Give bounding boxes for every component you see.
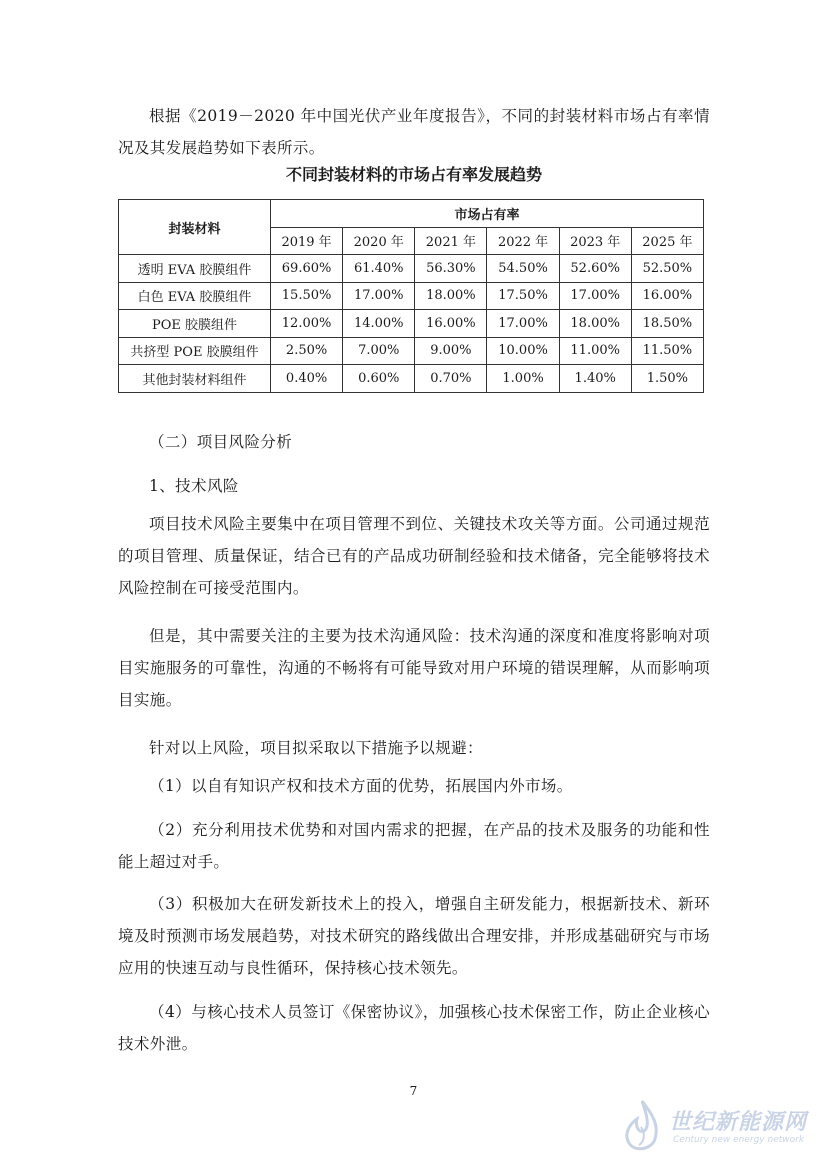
value-cell: 14.00% — [343, 310, 415, 338]
table-row — [119, 310, 704, 338]
year-header: 2020 年 — [343, 227, 415, 255]
table-row — [119, 282, 704, 310]
material-cell: 共挤型 POE 胶膜组件 — [119, 337, 271, 365]
value-cell: 9.00% — [415, 337, 487, 365]
value-cell: 54.50% — [487, 255, 559, 283]
value-cell: 17.00% — [343, 282, 415, 310]
value-cell: 0.70% — [415, 365, 487, 393]
year-header: 2023 年 — [559, 227, 631, 255]
value-cell: 12.00% — [271, 310, 343, 338]
table-title: 不同封装材料的市场占有率发展趋势 — [285, 165, 542, 184]
value-cell: 15.50% — [271, 282, 343, 310]
value-cell: 52.60% — [559, 255, 631, 283]
value-cell: 11.00% — [559, 337, 631, 365]
table-row — [119, 255, 704, 283]
value-cell: 69.60% — [271, 255, 343, 283]
value-cell: 11.50% — [631, 337, 703, 365]
measure-item: （2）充分利用技术优势和对国内需求的把握，在产品的技术及服务的功能和性能上超过对手。 — [118, 821, 710, 871]
year-header: 2022 年 — [487, 227, 559, 255]
value-cell: 18.00% — [559, 310, 631, 338]
watermark-subtitle: Century new energy network — [673, 1135, 805, 1145]
value-cell: 1.50% — [631, 365, 703, 393]
table-row — [119, 365, 704, 393]
subsection-heading: 1、技术风险 — [149, 477, 239, 495]
value-cell: 18.50% — [631, 310, 703, 338]
paragraph-communication-risk: 但是，其中需要关注的主要为技术沟通风险：技术沟通的深度和准度将影响对项目实施服务的可靠性，沟通的不畅将有可能导致对用户环境的错误理解，从而影响项目实施。 — [118, 627, 710, 709]
value-cell: 16.00% — [415, 310, 487, 338]
value-cell: 1.40% — [559, 365, 631, 393]
measure-item: （3）积极加大在研发新技术上的投入，增强自主研发能力，根据新技术、新环境及时预测市场发展趋势，对技术研究的路线做出合理安排，并形成基础研究与市场应用的快速互动与良性循环，保持核心技术领先。 — [118, 895, 710, 977]
measure-item: （1）以自有知识产权和技术方面的优势，拓展国内外市场。 — [149, 777, 573, 795]
value-cell: 18.00% — [415, 282, 487, 310]
share-header: 市场占有率 — [271, 200, 704, 228]
value-cell: 17.00% — [559, 282, 631, 310]
value-cell: 10.00% — [487, 337, 559, 365]
material-cell: POE 胶膜组件 — [119, 310, 271, 338]
material-cell: 白色 EVA 胶膜组件 — [119, 282, 271, 310]
market-share-table — [118, 199, 704, 393]
year-header: 2019 年 — [271, 227, 343, 255]
value-cell: 17.00% — [487, 310, 559, 338]
flame-logo-icon — [617, 1097, 667, 1157]
section-heading: （二）项目风险分析 — [149, 433, 293, 451]
watermark-title: 世纪新能源网 — [669, 1110, 808, 1135]
table-header-row — [119, 200, 704, 228]
watermark — [617, 1097, 817, 1161]
measure-item: （4）与核心技术人员签订《保密协议》，加强核心技术保密工作，防止企业核心技术外泄。 — [118, 1003, 710, 1053]
value-cell: 2.50% — [271, 337, 343, 365]
year-header: 2025 年 — [631, 227, 703, 255]
year-header: 2021 年 — [415, 227, 487, 255]
page-number: 7 — [409, 1084, 418, 1098]
value-cell: 52.50% — [631, 255, 703, 283]
value-cell: 16.00% — [631, 282, 703, 310]
paragraph-tech-risk: 项目技术风险主要集中在项目管理不到位、关键技术攻关等方面。公司通过规范的项目管理、质量保证，结合已有的产品成功研制经验和技术储备，完全能够将技术风险控制在可接受范围内。 — [118, 515, 710, 597]
value-cell: 0.60% — [343, 365, 415, 393]
value-cell: 56.30% — [415, 255, 487, 283]
value-cell: 0.40% — [271, 365, 343, 393]
value-cell: 1.00% — [487, 365, 559, 393]
paragraph-measures-intro: 针对以上风险，项目拟采取以下措施予以规避： — [149, 739, 483, 757]
table-row — [119, 337, 704, 365]
value-cell: 17.50% — [487, 282, 559, 310]
value-cell: 7.00% — [343, 337, 415, 365]
value-cell: 61.40% — [343, 255, 415, 283]
intro-paragraph: 根据《2019－2020 年中国光伏产业年度报告》，不同的封装材料市场占有率情况及其发展趋势如下表所示。 — [118, 107, 710, 157]
material-cell: 其他封装材料组件 — [119, 365, 271, 393]
material-header: 封装材料 — [119, 200, 271, 255]
material-cell: 透明 EVA 胶膜组件 — [119, 255, 271, 283]
